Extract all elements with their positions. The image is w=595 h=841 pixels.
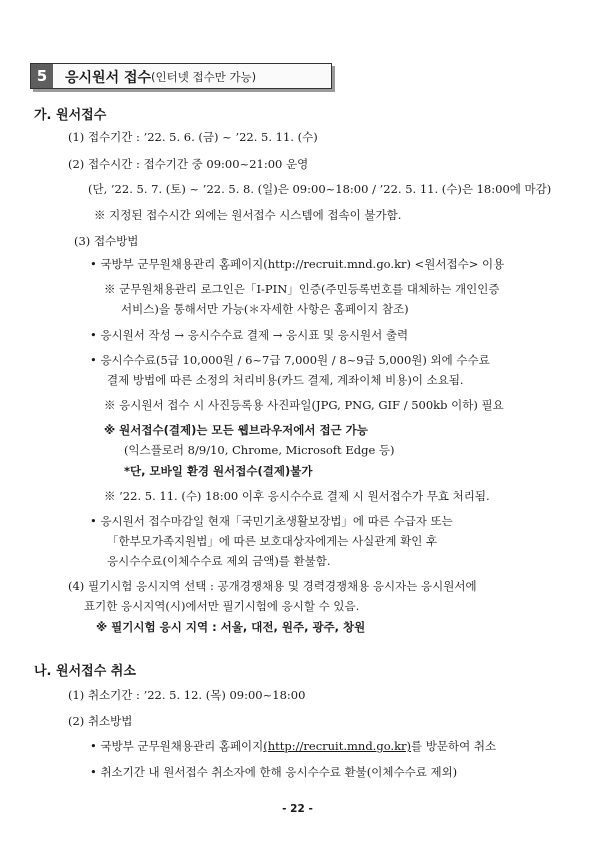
browser-support-note: ※ 원서접수(결제)는 모든 웹브라우저에서 접근 가능 — [104, 423, 368, 437]
ipin-note-line2: 서비스)을 통해서만 가능(＊자세한 사항은 홈페이지 참조) — [121, 302, 409, 316]
application-hours: (2) 접수시간 : 접수기간 중 09:00~21:00 운영 — [68, 157, 309, 171]
exam-region-line1: (4) 필기시험 응시지역 선택 : 공개경쟁채용 및 경력경쟁채용 응시자는 응시원서에 — [68, 579, 477, 593]
browser-list: (익스플로러 8/9/10, Chrome, Microsoft Edge 등) — [124, 443, 395, 457]
method-item-homepage: • 국방부 군무원채용관리 홈페이지(http://recruit.mnd.go.kr) <원서접수> 이용 — [90, 257, 505, 271]
subsection-title-application: 가. 원서접수 — [34, 108, 107, 123]
section-subtitle: (인터넷 접수만 가능) — [151, 70, 257, 84]
method-item-steps: • 응시원서 작성 → 응시수수료 결제 → 응시표 및 응시원서 출력 — [90, 328, 409, 342]
section-title: 응시원서 접수 — [65, 70, 152, 86]
refund-item-line3: 응시수수료(이체수수료 제외 금액)를 환불함. — [107, 554, 331, 568]
page-number: - 22 - — [282, 803, 313, 815]
application-hours-exception: (단, ’22. 5. 7. (토) ~ ’22. 5. 8. (일)은 09:00~18:00 / ’22. 5. 11. (수)은 18:00에 마감) — [88, 182, 552, 196]
photo-requirement-note: ※ 응시원서 접수 시 사진등록용 사진파일(JPG, PNG, GIF / 500kb 이하) 필요 — [104, 398, 504, 412]
cancellation-method-title: (2) 취소방법 — [68, 714, 133, 728]
exam-region-list: ※ 필기시험 응시 지역 : 서울, 대전, 원주, 광주, 창원 — [96, 620, 366, 634]
mobile-restriction-note: *단, 모바일 환경 원서접수(결제)불가 — [124, 464, 313, 478]
application-period: (1) 접수기간 : ’22. 5. 6. (금) ~ ’22. 5. 11. (수) — [68, 130, 318, 144]
application-method-title: (3) 접수방법 — [74, 234, 139, 248]
section-header-box — [30, 63, 332, 89]
subsection-title-cancellation: 나. 원서접수 취소 — [34, 664, 136, 679]
application-hours-warning: ※ 지정된 접수시간 외에는 원서접수 시스템에 접속이 불가함. — [94, 208, 402, 222]
exam-region-line2: 표기한 응시지역(시)에서만 필기시험에 응시할 수 있음. — [84, 599, 360, 613]
cancellation-method-homepage — [90, 738, 496, 754]
refund-item-line1: • 응시원서 접수마감일 현재「국민기초생활보장법」에 따른 수급자 또는 — [90, 514, 453, 528]
cancellation-method-prefix: • 국방부 군무원채용관리 홈페이지 — [90, 739, 264, 753]
fee-item-line1: • 응시수수료(5급 10,000원 / 6~7급 7,000원 / 8~9급 5,000원) 외에 수수료 — [90, 353, 490, 367]
cancellation-method-suffix: 를 방문하여 취소 — [411, 739, 497, 753]
cancellation-period: (1) 취소기간 : ’22. 5. 12. (목) 09:00~18:00 — [68, 688, 306, 702]
recruit-homepage-link[interactable]: (http://recruit.mnd.go.kr) — [263, 739, 412, 753]
section-number-badge: 5 — [31, 64, 53, 88]
cancellation-refund-note: • 취소기간 내 원서접수 취소자에 한해 응시수수료 환불(이체수수료 제외) — [90, 765, 458, 779]
refund-item-line2: 「한부모가족지원법」에 따른 보호대상자에게는 사실관계 확인 후 — [107, 534, 438, 548]
fee-item-line2: 결제 방법에 따른 소정의 처리비용(카드 결제, 계좌이체 비용)이 소요됨. — [107, 373, 464, 387]
ipin-note-line1: ※ 군무원채용관리 로그인은「I-PIN」인증(주민등록번호를 대체하는 개인인증 — [104, 282, 500, 296]
deadline-warning: ※ ’22. 5. 11. (수) 18:00 이후 응시수수료 결제 시 원서접수가 무효 처리됨. — [104, 489, 490, 503]
